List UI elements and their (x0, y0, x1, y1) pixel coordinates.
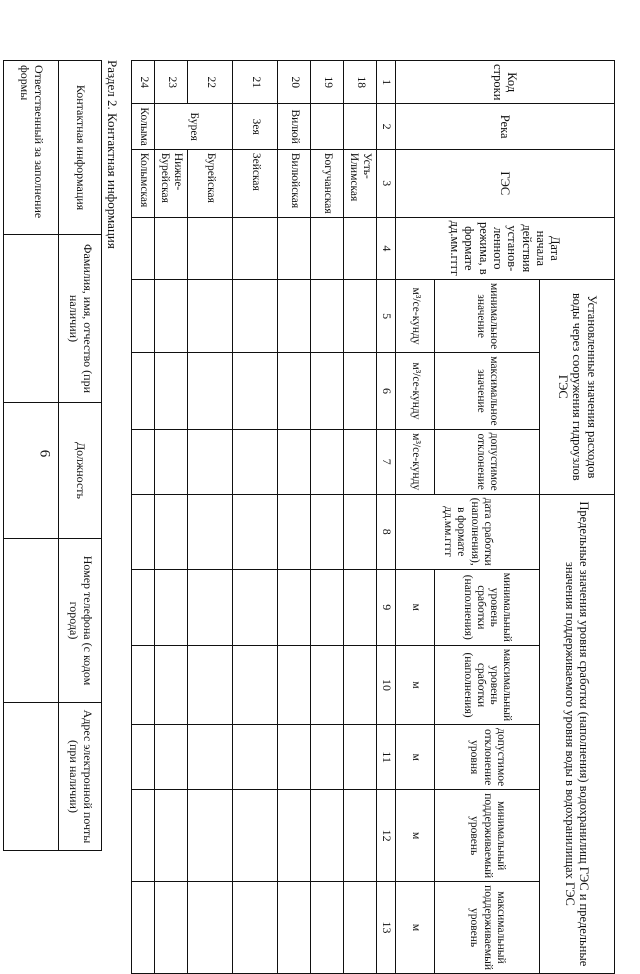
data-cell[interactable] (311, 279, 344, 352)
data-cell[interactable] (132, 645, 155, 724)
column-number-row (377, 61, 396, 974)
header-flow-group: Установленные значения расходов воды через сооружения гидроузлов ГЭС (540, 279, 615, 494)
data-cell[interactable] (278, 569, 311, 645)
data-cell[interactable] (155, 569, 188, 645)
unit-flow-max: м³/се-кунду (396, 353, 435, 429)
unit-flow-min: м³/се-кунду (396, 279, 435, 352)
data-cell[interactable] (233, 353, 278, 429)
row-river: Колыма (132, 104, 155, 149)
data-cell[interactable] (132, 279, 155, 352)
unit-flow-dev: м³/се-кунду (396, 429, 435, 494)
data-cell[interactable] (311, 790, 344, 882)
data-cell[interactable] (233, 494, 278, 569)
email-cell[interactable] (4, 703, 59, 851)
col-number: 7 (377, 429, 396, 494)
row-hps: Богучанская (311, 149, 344, 217)
data-cell[interactable] (278, 645, 311, 724)
data-cell[interactable] (278, 353, 311, 429)
data-cell[interactable] (155, 217, 188, 279)
col-number: 9 (377, 569, 396, 645)
data-cell[interactable] (155, 279, 188, 352)
data-cell[interactable] (278, 217, 311, 279)
row-hps: Вилюйская (278, 149, 311, 217)
data-cell[interactable] (233, 429, 278, 494)
col-number: 5 (377, 279, 396, 352)
col-number: 11 (377, 725, 396, 790)
name-cell[interactable] (4, 235, 59, 403)
table-row (344, 61, 377, 974)
data-cell[interactable] (278, 790, 311, 882)
col-number: 1 (377, 61, 396, 104)
phone-header: Номер телефона (с кодом города) (59, 539, 102, 703)
col-number: 4 (377, 217, 396, 279)
header-flow-min: минимальное значение (435, 279, 540, 352)
header-level-max-draw: максимальный уровень сработки (наполнения) (435, 645, 540, 724)
row-code: 18 (344, 61, 377, 104)
table-row (233, 61, 278, 974)
data-cell[interactable] (344, 645, 377, 724)
data-cell[interactable] (278, 429, 311, 494)
data-cell[interactable] (188, 790, 233, 882)
header-level-group: Предельные значения уровня сработки (наполнения) водохранилищ ГЭС и предельные значения поддерживаемого уровня воды в водохранилищах ГЭС (540, 494, 615, 973)
row-code: 24 (132, 61, 155, 104)
data-cell[interactable] (155, 882, 188, 974)
data-cell[interactable] (132, 353, 155, 429)
data-cell[interactable] (278, 725, 311, 790)
data-cell[interactable] (233, 645, 278, 724)
data-cell[interactable] (233, 217, 278, 279)
data-cell[interactable] (278, 494, 311, 569)
data-cell[interactable] (344, 569, 377, 645)
page-number: 6 (36, 449, 53, 458)
data-cell[interactable] (188, 429, 233, 494)
row-river: Зея (233, 104, 278, 149)
data-cell[interactable] (344, 725, 377, 790)
email-header: Адрес электронной почты (при наличии) (59, 703, 102, 851)
row-code: 22 (188, 61, 233, 104)
data-cell[interactable] (188, 645, 233, 724)
data-cell[interactable] (132, 494, 155, 569)
col-number: 12 (377, 790, 396, 882)
phone-cell[interactable] (4, 539, 59, 703)
data-cell[interactable] (311, 725, 344, 790)
row-river-bureya: Бурея (155, 104, 233, 149)
data-cell[interactable] (188, 217, 233, 279)
data-cell[interactable] (311, 494, 344, 569)
data-cell[interactable] (233, 279, 278, 352)
row-code: 20 (278, 61, 311, 104)
data-cell[interactable] (278, 279, 311, 352)
unit-level-dev: м (396, 725, 435, 790)
data-cell[interactable] (344, 217, 377, 279)
data-cell[interactable] (311, 569, 344, 645)
data-cell[interactable] (155, 353, 188, 429)
data-cell[interactable] (233, 882, 278, 974)
data-cell[interactable] (233, 725, 278, 790)
unit-level-min-keep: м (396, 790, 435, 882)
row-hps: Нижне-Бурейская (155, 149, 188, 217)
row-hps: Усть-Илимская (344, 149, 377, 217)
row-code: 21 (233, 61, 278, 104)
data-cell[interactable] (344, 279, 377, 352)
row-river (311, 104, 344, 149)
row-hps: Бурейская (188, 149, 233, 217)
col-number: 3 (377, 149, 396, 217)
header-river: Река (396, 104, 615, 149)
table-row (311, 61, 344, 974)
header-date-start: Дата начала действия установ-ленного режима, в формате дд.мм.гггг (396, 217, 615, 279)
data-cell[interactable] (344, 353, 377, 429)
table-row (278, 61, 311, 974)
row-hps: Колымская (132, 149, 155, 217)
col-number: 8 (377, 494, 396, 569)
data-cell[interactable] (344, 429, 377, 494)
table-row (188, 61, 233, 974)
header-level-max-keep: максимальный поддерживаемый уровень (435, 882, 540, 974)
col-number: 2 (377, 104, 396, 149)
contact-table (3, 60, 102, 851)
data-cell[interactable] (311, 645, 344, 724)
header-flow-dev: допустимое отклонение (435, 429, 540, 494)
data-cell[interactable] (311, 353, 344, 429)
col-number: 6 (377, 353, 396, 429)
section2-title: Раздел 2. Контактная информация (105, 60, 120, 249)
hps-regime-table (131, 60, 615, 974)
data-cell[interactable] (344, 790, 377, 882)
header-level-date: дата сработки (наполнения), в формате дд.мм.гггг (396, 494, 540, 569)
table-row (132, 61, 155, 974)
row-code: 19 (311, 61, 344, 104)
unit-level-min-draw: м (396, 569, 435, 645)
unit-level-max-keep: м (396, 882, 435, 974)
header-level-min-draw: минимальный уровень сработки (наполнения) (435, 569, 540, 645)
unit-level-max-draw: м (396, 645, 435, 724)
data-cell[interactable] (344, 494, 377, 569)
data-cell[interactable] (311, 217, 344, 279)
row-river: Вилюй (278, 104, 311, 149)
data-cell[interactable] (188, 725, 233, 790)
header-level-min-keep: минимальный поддерживаемый уровень (435, 790, 540, 882)
data-cell[interactable] (233, 790, 278, 882)
col-number: 13 (377, 882, 396, 974)
data-cell[interactable] (188, 882, 233, 974)
data-cell[interactable] (188, 279, 233, 352)
data-cell[interactable] (132, 790, 155, 882)
data-cell[interactable] (233, 569, 278, 645)
data-cell[interactable] (155, 429, 188, 494)
col-number: 10 (377, 645, 396, 724)
responsible-label: Ответственный за заполнение формы (4, 61, 59, 235)
data-cell[interactable] (155, 725, 188, 790)
data-cell[interactable] (188, 353, 233, 429)
data-cell[interactable] (188, 494, 233, 569)
table-row (155, 61, 188, 974)
data-cell[interactable] (155, 790, 188, 882)
data-cell[interactable] (132, 569, 155, 645)
position-cell[interactable] (4, 403, 59, 539)
data-cell[interactable] (344, 882, 377, 974)
data-cell[interactable] (132, 217, 155, 279)
row-hps: Зейская (233, 149, 278, 217)
header-level-dev: допустимое отклонение уровня (435, 725, 540, 790)
data-cell[interactable] (311, 882, 344, 974)
name-header: Фамилия, имя, отчество (при наличии) (59, 235, 102, 403)
data-cell[interactable] (132, 429, 155, 494)
header-hps: ГЭС (396, 149, 615, 217)
contact-header: Контактная информация (59, 61, 102, 235)
data-cell[interactable] (132, 725, 155, 790)
row-river (344, 104, 377, 149)
header-flow-max: максимальное значение (435, 353, 540, 429)
data-cell[interactable] (132, 882, 155, 974)
position-header: Должность (59, 403, 102, 539)
data-cell[interactable] (155, 494, 188, 569)
row-code: 23 (155, 61, 188, 104)
data-cell[interactable] (311, 429, 344, 494)
header-code: Код строки (396, 61, 615, 104)
data-cell[interactable] (278, 882, 311, 974)
data-cell[interactable] (188, 569, 233, 645)
data-cell[interactable] (155, 645, 188, 724)
